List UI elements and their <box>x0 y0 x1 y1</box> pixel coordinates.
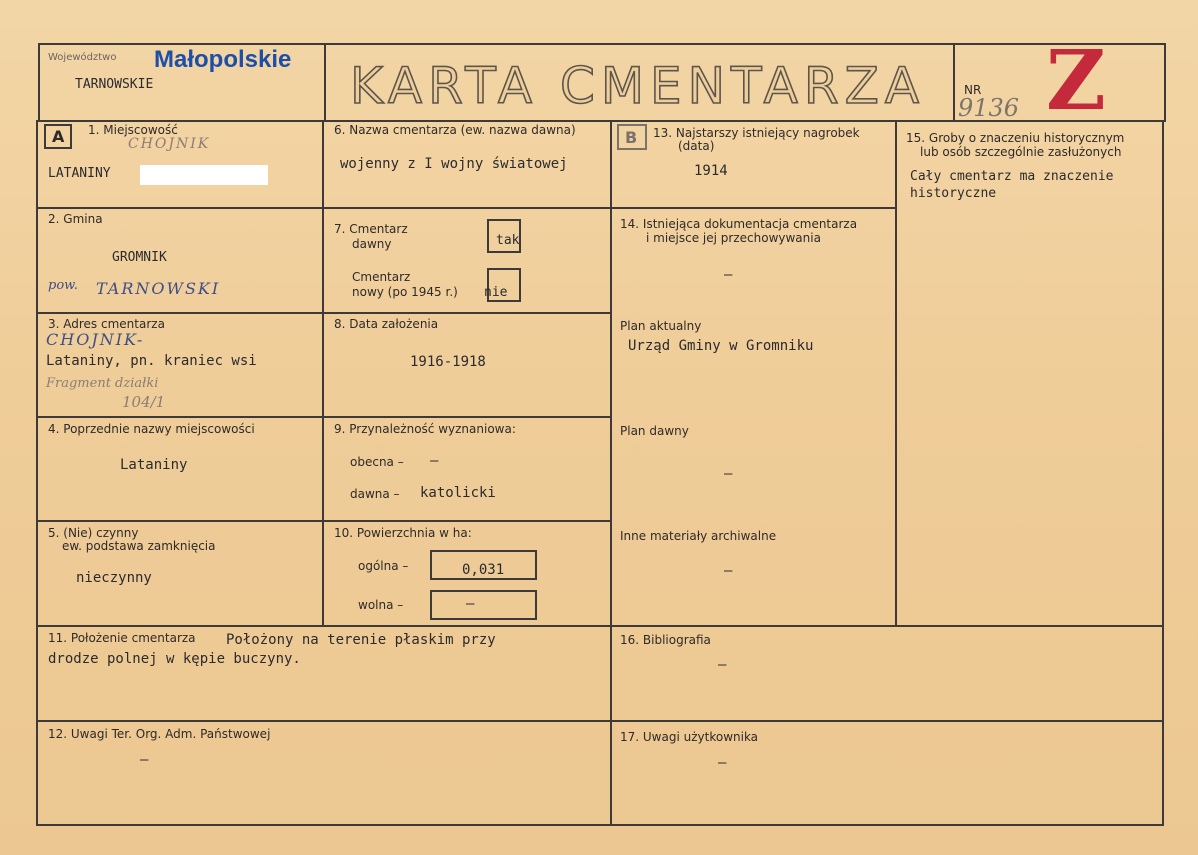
redaction-box <box>140 165 268 185</box>
user-remarks-typed: – <box>718 755 727 771</box>
historic-graves-label-2: lub osób szczególnie zasłużonych <box>920 145 1122 159</box>
denomination-current-label: obecna – <box>350 455 404 469</box>
founding-date-typed: 1916-1918 <box>410 354 486 370</box>
admin-remarks-typed: – <box>140 752 149 768</box>
voivodeship-label: Województwo <box>48 52 117 63</box>
user-remarks-label: 17. Uwagi użytkownika <box>620 730 759 744</box>
locality-typed: LATANINY <box>48 166 111 181</box>
active-label-1: 5. (Nie) czynny <box>48 526 139 540</box>
location-label: 11. Położenie cmentarza <box>48 631 196 645</box>
header-divider-right <box>953 43 955 122</box>
area-free-label: wolna – <box>358 598 404 612</box>
row-divider-col3 <box>610 207 897 209</box>
new-cemetery-label-1: Cmentarz <box>352 270 411 284</box>
voivodeship-stamp: Małopolskie <box>154 46 292 73</box>
district-prefix-handwritten: pow. <box>48 278 78 293</box>
nr-label: NR <box>964 83 982 97</box>
former-names-typed: Lataniny <box>120 457 188 473</box>
documentation-typed: – <box>724 267 733 283</box>
oldest-grave-label-1: 13. Najstarszy istniejący nagrobek <box>653 126 860 140</box>
admin-remarks-label: 12. Uwagi Ter. Org. Adm. Państwowej <box>48 727 271 741</box>
oldest-grave-label-2: (data) <box>678 139 715 153</box>
address-label: 3. Adres cmentarza <box>48 317 165 331</box>
row-divider-3 <box>36 416 612 418</box>
row-divider-2 <box>36 312 612 314</box>
commune-label: 2. Gmina <box>48 212 103 226</box>
historic-graves-typed-1: Cały cmentarz ma znaczenie <box>910 169 1114 184</box>
location-typed-2: drodze polnej w kępie buczyny. <box>48 651 301 667</box>
location-typed-1: Położony na terenie płaskim przy <box>226 632 496 648</box>
other-materials-value: – <box>724 563 733 579</box>
new-cemetery-value: nie <box>484 285 508 300</box>
old-cemetery-label-2: dawny <box>352 237 392 251</box>
bibliography-label: 16. Bibliografia <box>620 633 711 647</box>
area-free-value: – <box>466 596 475 612</box>
old-cemetery-value: tak <box>496 233 520 248</box>
plan-current-value: Urząd Gminy w Gromniku <box>628 338 814 354</box>
col-divider-1 <box>322 120 324 626</box>
nr-value: 9136 <box>958 94 1020 122</box>
new-cemetery-label-2: nowy (po 1945 r.) <box>352 285 458 299</box>
col-divider-3 <box>895 120 897 626</box>
district-handwritten: TARNOWSKI <box>96 279 221 298</box>
section-a-letter: A <box>52 127 65 146</box>
former-names-label: 4. Poprzednie nazwy miejscowości <box>48 422 255 436</box>
address-handwritten: CHOJNIK- <box>46 330 145 349</box>
historic-graves-label-1: 15. Groby o znaczeniu historycznym <box>906 131 1125 145</box>
oldest-grave-typed: 1914 <box>694 163 728 179</box>
plan-old-label: Plan dawny <box>620 424 689 438</box>
row-divider-1 <box>36 207 612 209</box>
denomination-current-value: – <box>430 453 439 469</box>
founding-date-label: 8. Data założenia <box>334 317 439 331</box>
active-label-2: ew. podstawa zamknięcia <box>62 539 216 553</box>
locality-handwritten: CHOJNIK <box>128 136 211 152</box>
section-b-letter: B <box>625 128 638 147</box>
denomination-former-label: dawna – <box>350 487 400 501</box>
voivodeship-typed: TARNOWSKIE <box>75 77 154 92</box>
historic-graves-typed-2: historyczne <box>910 186 997 201</box>
row-divider-4 <box>36 520 612 522</box>
row-divider-6 <box>36 720 1164 722</box>
address-pencil-note-1: Fragment działki <box>46 376 159 391</box>
category-mark: Z <box>1046 33 1106 129</box>
area-label: 10. Powierzchnia w ha: <box>334 526 472 540</box>
page-title: KARTA CMENTARZA <box>350 57 926 115</box>
plan-old-value: – <box>724 466 733 482</box>
area-total-value: 0,031 <box>462 562 505 578</box>
other-materials-label: Inne materiały archiwalne <box>620 529 777 543</box>
address-pencil-note-2: 104/1 <box>122 393 166 411</box>
bibliography-typed: – <box>718 657 727 673</box>
area-total-label: ogólna – <box>358 559 409 573</box>
cemetery-name-label: 6. Nazwa cmentarza (ew. nazwa dawna) <box>334 123 576 137</box>
cemetery-name-typed: wojenny z I wojny światowej <box>340 156 568 172</box>
documentation-label-2: i miejsce jej przechowywania <box>646 231 821 245</box>
address-typed: Lataniny, pn. kraniec wsi <box>46 353 257 369</box>
header-divider-left <box>324 43 326 122</box>
area-free-box <box>430 590 537 620</box>
denomination-former-value: katolicki <box>420 485 496 501</box>
documentation-label-1: 14. Istniejąca dokumentacja cmentarza <box>620 217 858 231</box>
commune-typed: GROMNIK <box>112 250 167 265</box>
denomination-label: 9. Przynależność wyznaniowa: <box>334 422 516 436</box>
old-cemetery-label-1: 7. Cmentarz <box>334 222 408 236</box>
row-divider-5 <box>36 625 1164 627</box>
plan-current-label: Plan aktualny <box>620 319 702 333</box>
locality-label: 1. Miejscowość <box>88 123 178 137</box>
active-typed: nieczynny <box>76 570 152 586</box>
